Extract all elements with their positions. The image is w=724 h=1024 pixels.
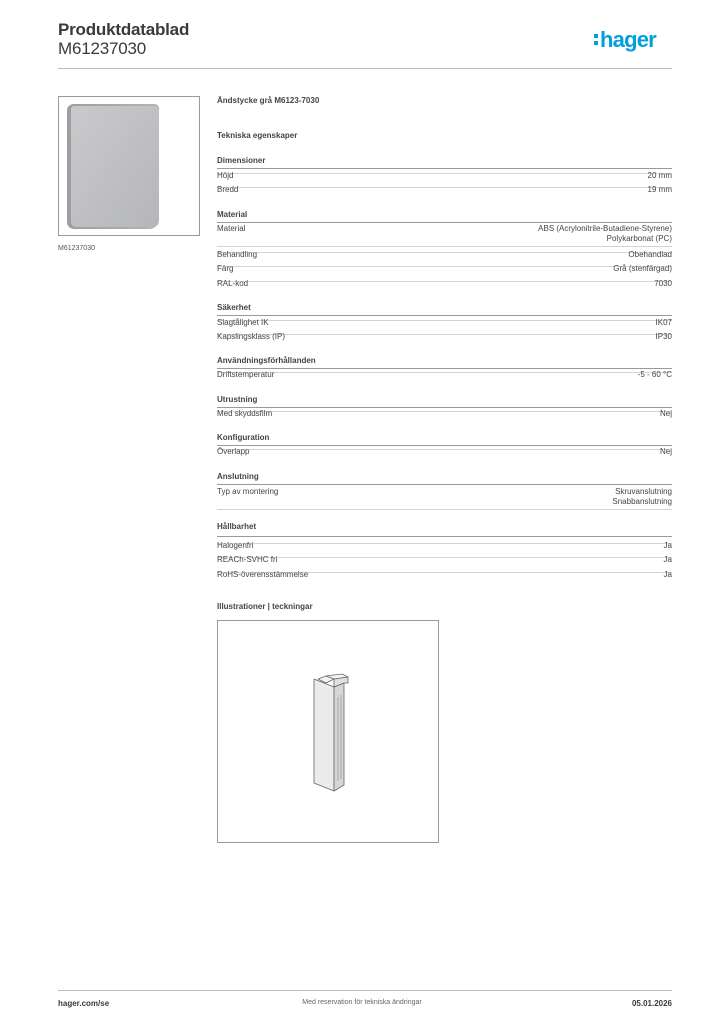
- properties-heading: Tekniska egenskaper: [217, 131, 298, 140]
- product-photo: [58, 96, 200, 236]
- spec-label: Material: [217, 224, 246, 233]
- footer-date: 05.01.2026: [631, 999, 672, 1008]
- footer-disclaimer: Med reservation för tekniska ändringar: [302, 999, 422, 1006]
- spec-row: [217, 409, 672, 418]
- spec-label: Kapslingsklass (IP): [217, 332, 286, 341]
- section-title-sakerhet: Säkerhet: [217, 303, 672, 316]
- spec-value-secondary: Polykarbonat (PC): [606, 234, 672, 243]
- illustrations-heading: Illustrationer | teckningar: [217, 602, 313, 611]
- spec-row: [217, 185, 672, 194]
- spec-row: [217, 570, 672, 579]
- header-divider: [58, 68, 672, 69]
- spec-label: Driftstemperatur: [217, 370, 275, 379]
- spec-row: [217, 332, 672, 341]
- spec-label: Med skyddsfilm: [217, 409, 273, 418]
- spec-value: -5 - 60 °C: [637, 370, 672, 379]
- spec-label: Typ av montering: [217, 487, 279, 496]
- end-cap-drawing-icon: [218, 621, 438, 842]
- spec-value: Nej: [659, 409, 672, 418]
- section-title-utrustning: Utrustning: [217, 395, 672, 408]
- spec-value: 20 mm: [647, 171, 672, 180]
- hager-logo: [594, 28, 674, 54]
- section-title-konfiguration: Konfiguration: [217, 433, 672, 446]
- spec-label: Bredd: [217, 185, 239, 194]
- technical-drawing: [217, 620, 439, 843]
- spec-label: RoHS-överensstämmelse: [217, 570, 309, 579]
- spec-row: [217, 250, 672, 259]
- spec-row: [217, 555, 672, 564]
- spec-value: Ja: [663, 541, 672, 550]
- spec-value: IP30: [655, 332, 672, 341]
- section-title-anvandningsforhallanden: Användningsförhållanden: [217, 356, 672, 369]
- spec-value: ABS (Acrylonitrile-Butadiene-Styrene): [538, 224, 672, 233]
- spec-value: 7030: [654, 279, 672, 288]
- spec-label: RAL-kod: [217, 279, 249, 288]
- spec-row: [217, 318, 672, 327]
- spec-label: Höjd: [217, 171, 234, 180]
- spec-label: Behandling: [217, 250, 258, 259]
- spec-label: Halogenfri: [217, 541, 254, 550]
- page-title: Produktdatablad: [58, 20, 190, 39]
- spec-value: Nej: [659, 447, 672, 456]
- footer-divider: [58, 990, 672, 991]
- spec-value: 19 mm: [647, 185, 672, 194]
- spec-label: Slagtålighet IK: [217, 318, 269, 327]
- section-title-anslutning: Anslutning: [217, 472, 672, 485]
- section-title-dimensioner: Dimensioner: [217, 156, 672, 169]
- spec-row: [217, 264, 672, 273]
- spec-value: Ja: [663, 570, 672, 579]
- spec-row: [217, 487, 672, 510]
- spec-label: Överlapp: [217, 447, 250, 456]
- footer-website-link[interactable]: hager.com/se: [58, 999, 110, 1008]
- spec-row: [217, 541, 672, 550]
- spec-row: [217, 447, 672, 456]
- spec-value: IK07: [655, 318, 672, 327]
- spec-value-secondary: Snabbanslutning: [612, 497, 672, 506]
- spec-value: Grå (stenfärgad): [613, 264, 672, 273]
- section-title-material: Material: [217, 210, 672, 223]
- spec-row: [217, 224, 672, 247]
- spec-label: Färg: [217, 264, 234, 273]
- spec-value: Ja: [663, 555, 672, 564]
- spec-value: Obehandlad: [628, 250, 672, 259]
- product-name: Ändstycke grå M6123-7030: [217, 96, 320, 105]
- product-code: M61237030: [58, 39, 146, 58]
- section-divider: [217, 536, 672, 537]
- section-title-hallbarhet: Hållbarhet: [217, 522, 257, 531]
- spec-value: Skruvanslutning: [615, 487, 672, 496]
- spec-row: [217, 279, 672, 288]
- logo-text: hager: [600, 28, 656, 52]
- photo-caption: M61237030: [58, 245, 95, 252]
- spec-label: REACh-SVHC fri: [217, 555, 278, 564]
- spec-row: [217, 370, 672, 379]
- spec-row: [217, 171, 672, 180]
